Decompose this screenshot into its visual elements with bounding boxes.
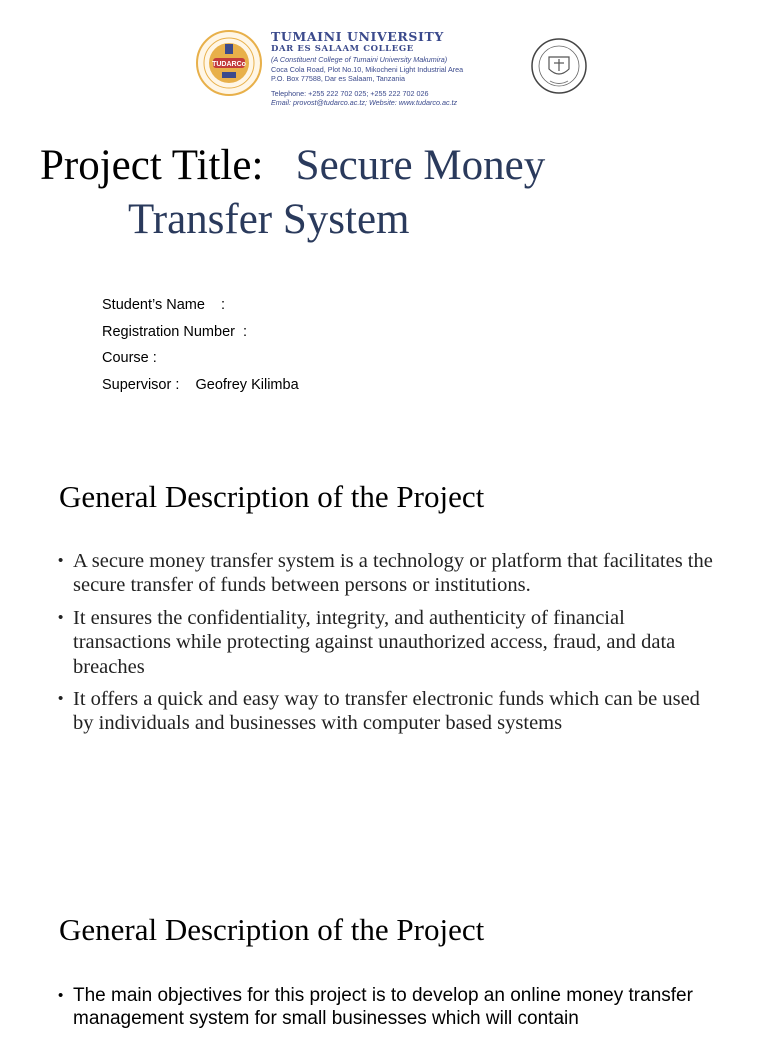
section-2-bullets [58, 984, 718, 1038]
section-heading-2: General Description of the Project [59, 912, 485, 947]
project-title-value-1: Secure Money [295, 142, 546, 189]
college-tagline: (A Constituent College of Tumaini University Makumira) [271, 55, 448, 64]
telephone-line: Telephone: +255 222 702 025; +255 222 702 026 [271, 88, 429, 98]
registration-number-row: Registration Number : [102, 323, 248, 340]
section-1-bullets [58, 549, 718, 744]
address-line-1: Coca Cola Road, Plot No.10, Mikocheni Light Industrial Area [271, 64, 464, 74]
project-title-label: Project Title: [40, 142, 264, 189]
supervisor-row: Supervisor : Geofrey Kilimba [102, 376, 299, 393]
section-heading-1: General Description of the Project [59, 479, 485, 514]
project-title-line-1 [40, 140, 545, 192]
logo-left-text: TUDARCo [212, 61, 246, 68]
bullet-item: • It offers a quick and easy way to transfer electronic funds which can be used by individuals and businesses with computer based systems [58, 688, 700, 735]
course-row: Course : [102, 350, 157, 367]
letterhead-text [271, 30, 531, 108]
university-seal-right [530, 37, 588, 95]
college-logo-left [196, 30, 262, 96]
university-name: TUMAINI UNIVERSITY [271, 29, 444, 44]
bullet-item: • A secure money transfer system is a technology or platform that facilitates the secure transfer of funds between persons or institutions. [58, 550, 713, 597]
student-name-row: Student’s Name : [102, 297, 226, 313]
address-line-2: P.O. Box 77588, Dar es Salaam, Tanzania [271, 74, 405, 84]
student-info-block [102, 292, 299, 398]
project-title-value-2: Transfer System [128, 196, 410, 243]
college-name: DAR ES SALAAM COLLEGE [271, 44, 414, 54]
bullet-item: • It ensures the confidentiality, integrity, and authenticity of financial transactions while protecting against unauthorized access, fraud, and data breaches [58, 606, 676, 678]
bullet-item: • The main objectives for this project is to develop an online money transfer management system for small businesses which will contain [58, 985, 693, 1029]
contact-line: Email: provost@tudarco.ac.tz; Website: www.tudarco.ac.tz [271, 98, 458, 108]
